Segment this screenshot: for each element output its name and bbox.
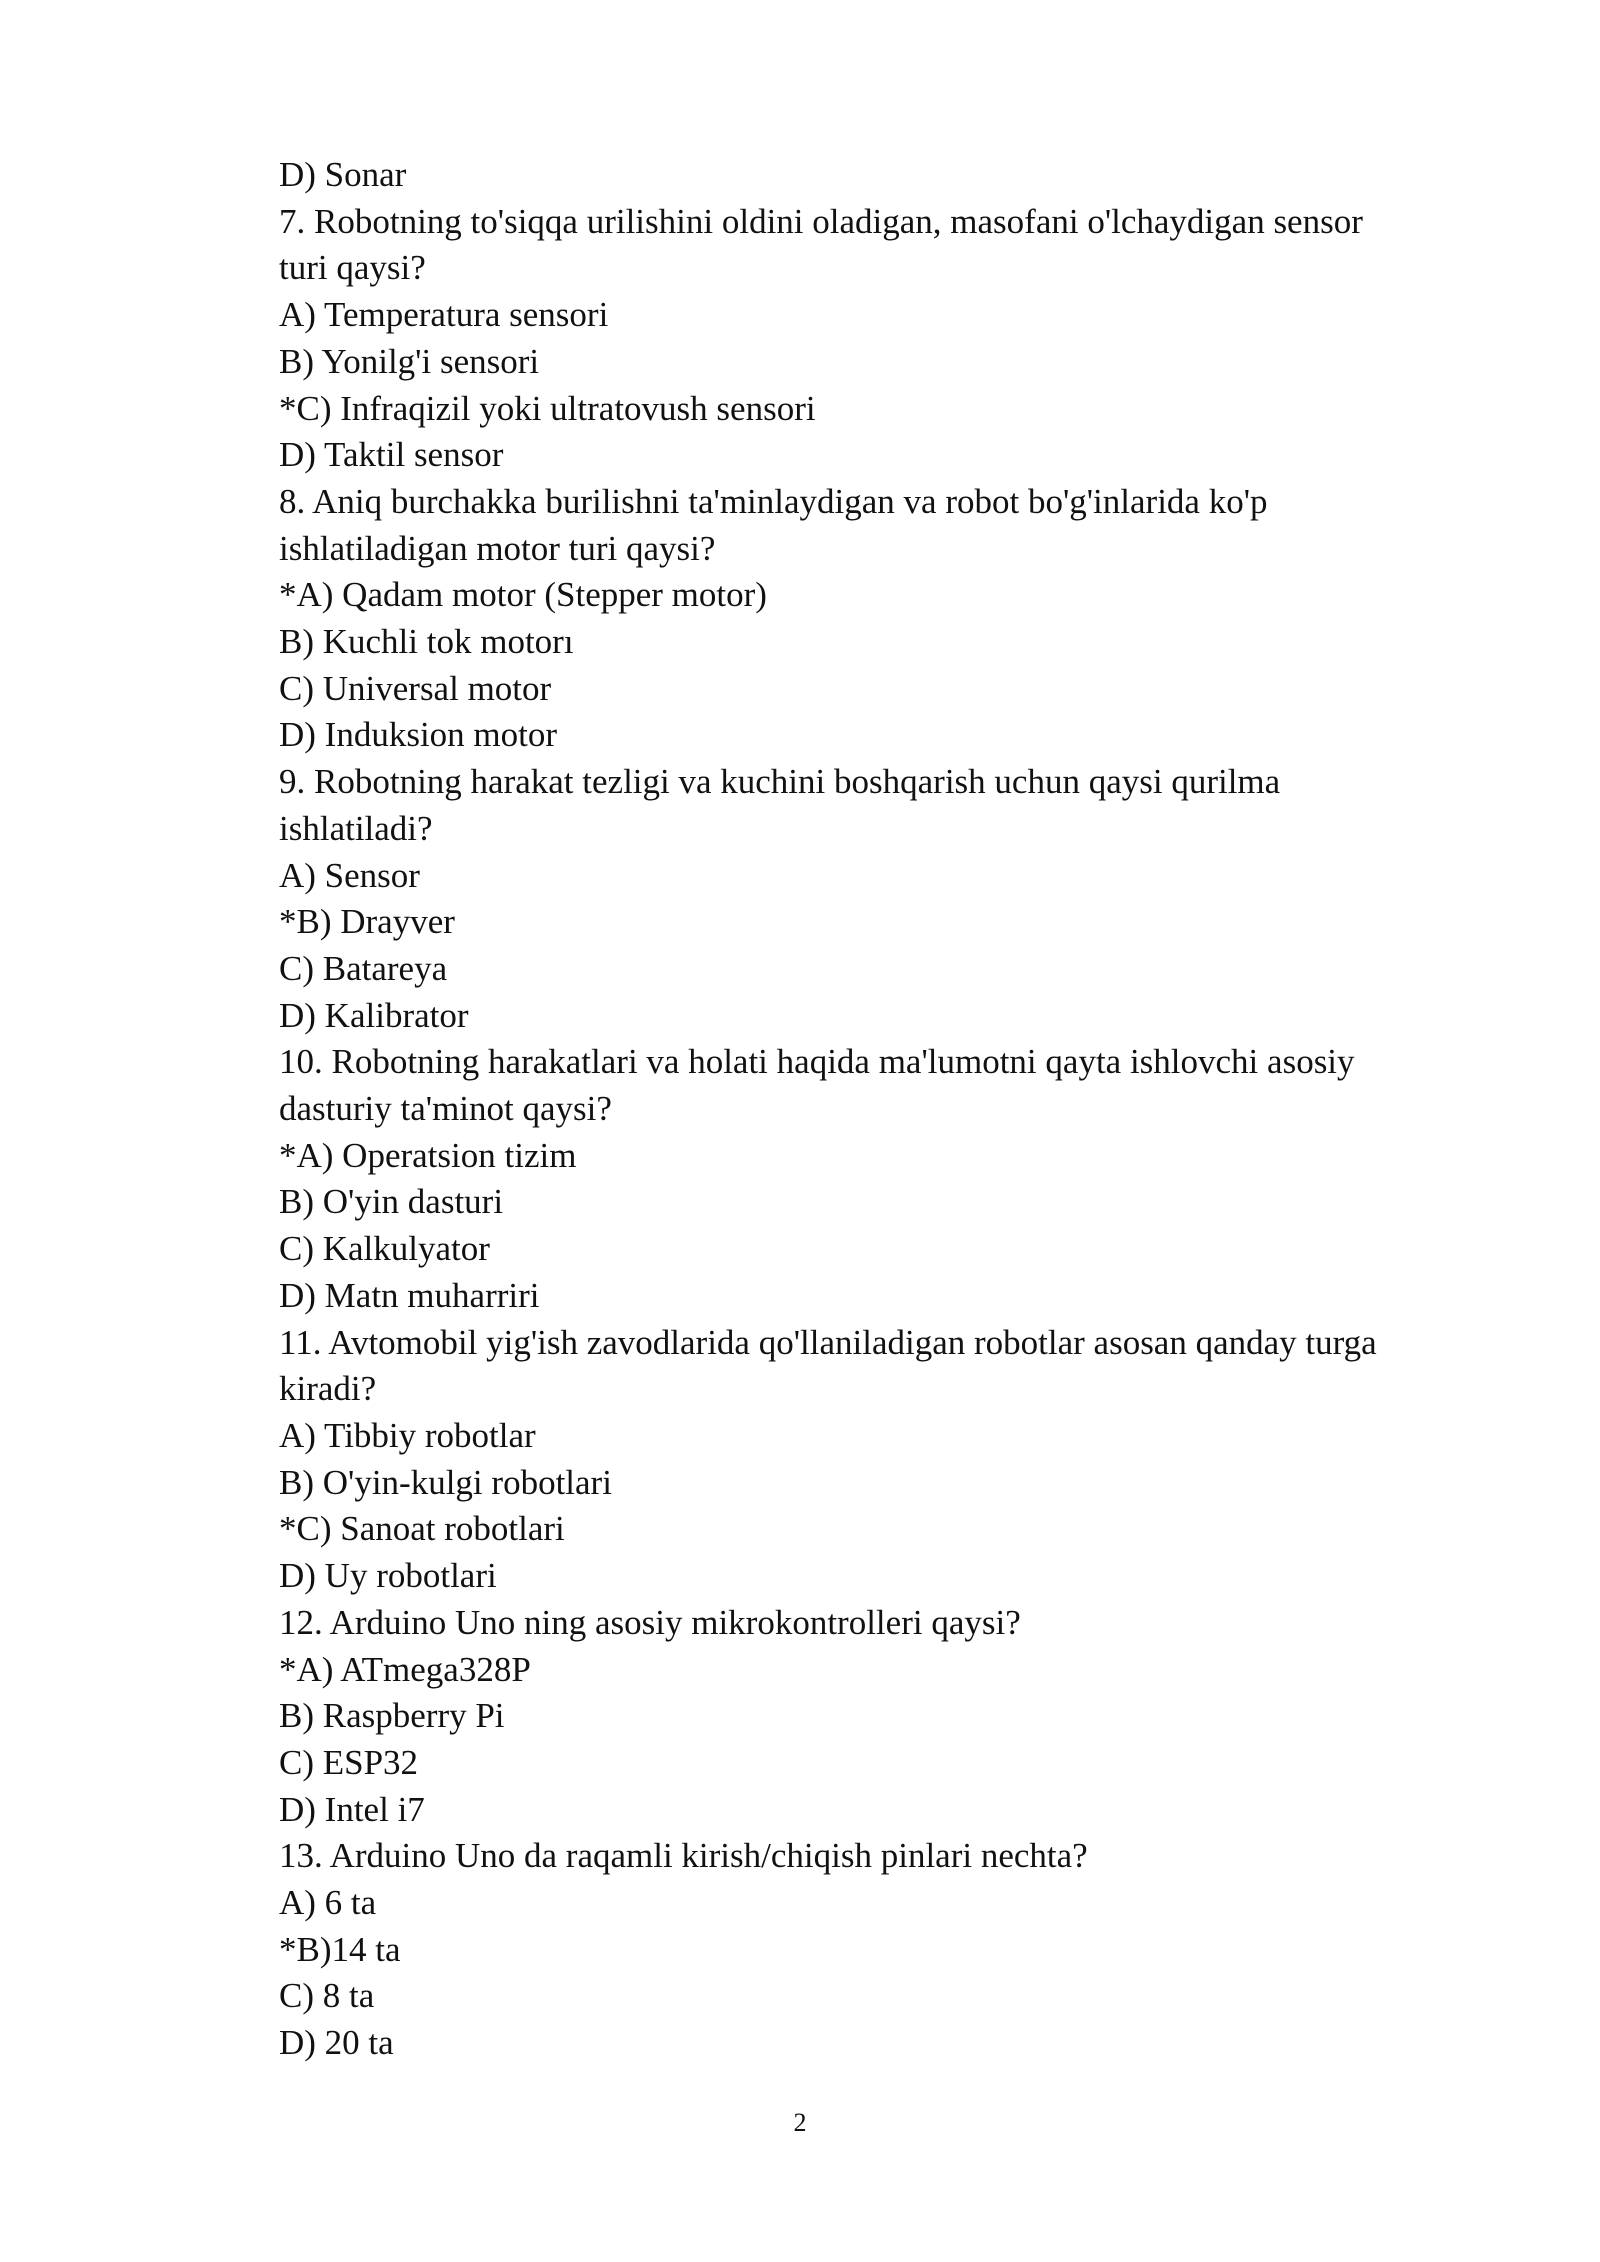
text-line: turi qaysi? — [279, 248, 426, 288]
question-list — [279, 152, 1479, 2067]
text-line: dasturiy ta'minot qaysi? — [279, 1089, 612, 1129]
text-line: D) Uy robotlari — [279, 1556, 497, 1596]
text-line: 12. Arduino Uno ning asosiy mikrokontrolleri qaysi? — [279, 1602, 1021, 1642]
text-line: C) Kalkulyator — [279, 1229, 490, 1269]
text-line: D) 20 ta — [279, 2023, 394, 2063]
text-line: 7. Robotning to'siqqa urilishini oldini oladigan, masofani o'lchaydigan sensor — [279, 201, 1363, 241]
text-line: A) Sensor — [279, 855, 420, 895]
text-line: A) Temperatura sensori — [279, 295, 609, 335]
text-line: C) 8 ta — [279, 1976, 375, 2016]
text-line: D) Kalibrator — [279, 995, 469, 1035]
text-line: *A) ATmega328P — [279, 1649, 531, 1689]
text-line: *B) Drayver — [279, 902, 455, 942]
text-line: D) Taktil sensor — [279, 435, 504, 475]
text-line: 10. Robotning harakatlari va holati haqida ma'lumotni qayta ishlovchi asosiy — [279, 1042, 1355, 1082]
text-line: kiradi? — [279, 1369, 377, 1409]
text-line: *A) Qadam motor (Stepper motor) — [279, 575, 767, 615]
text-line: 11. Avtomobil yig'ish zavodlarida qo'llaniladigan robotlar asosan qanday turga — [279, 1322, 1377, 1362]
text-line: D) Induksion motor — [279, 715, 558, 755]
text-line: *A) Operatsion tizim — [279, 1135, 577, 1175]
text-line: B) O'yin dasturi — [279, 1182, 504, 1222]
text-line: A) 6 ta — [279, 1883, 377, 1923]
text-line: D) Intel i7 — [279, 1789, 425, 1829]
text-line: C) ESP32 — [279, 1742, 419, 1782]
page-number: 2 — [793, 2108, 807, 2137]
text-line: 13. Arduino Uno da raqamli kirish/chiqish pinlari nechta? — [279, 1836, 1088, 1876]
text-line: C) Universal motor — [279, 668, 552, 708]
text-line: B) O'yin-kulgi robotlari — [279, 1462, 612, 1502]
text-line: A) Tibbiy robotlar — [279, 1415, 536, 1455]
text-line: 8. Aniq burchakka burilishni ta'minlaydigan va robot bo'g'inlarida ko'p — [279, 481, 1268, 521]
text-line: ishlatiladigan motor turi qaysi? — [279, 528, 716, 568]
text-line: 9. Robotning harakat tezligi va kuchini boshqarish uchun qaysi qurilma — [279, 762, 1281, 802]
text-line: C) Batareya — [279, 948, 448, 988]
text-line: *C) Infraqizil yoki ultratovush sensori — [279, 388, 816, 428]
text-line: B) Kuchli tok motorı — [279, 622, 574, 662]
text-line: *C) Sanoat robotlari — [279, 1509, 565, 1549]
text-line: B) Raspberry Pi — [279, 1696, 505, 1736]
text-line: B) Yonilg'i sensori — [279, 341, 540, 381]
text-line: D) Matn muharriri — [279, 1275, 540, 1315]
text-line: *B)14 ta — [279, 1929, 401, 1969]
text-line: ishlatiladi? — [279, 808, 433, 848]
text-line: D) Sonar — [279, 155, 407, 194]
